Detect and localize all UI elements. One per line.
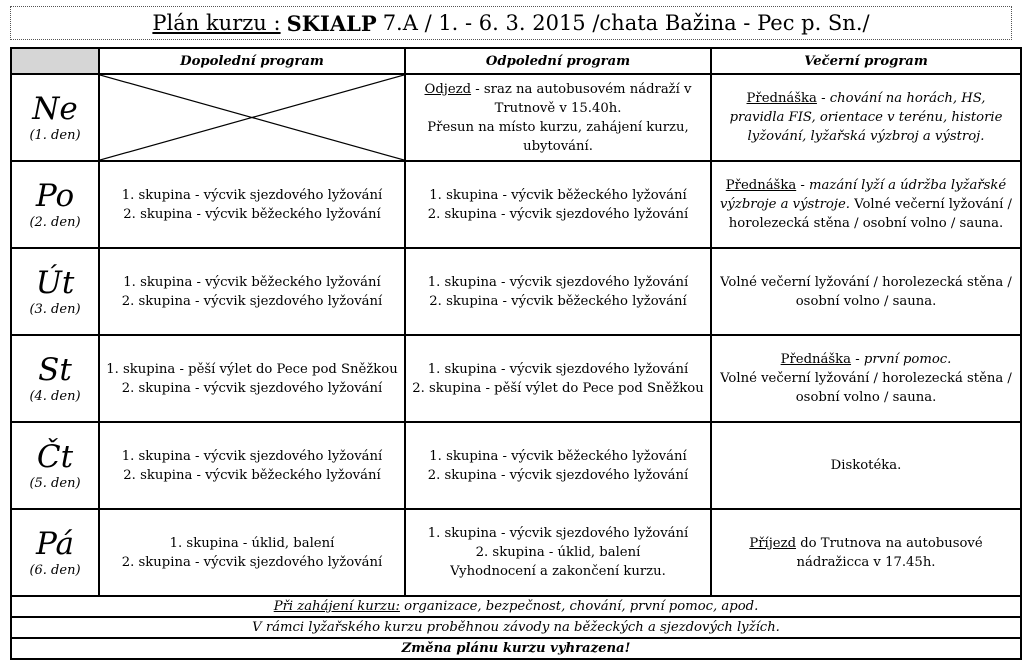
schedule-table xyxy=(10,47,1022,660)
afternoon-cell xyxy=(405,161,711,248)
group-2-text: 2. skupina - úklid, balení xyxy=(475,545,641,560)
lecture-text: - první pomoc. xyxy=(851,352,952,367)
evening-activities: Volné večerní lyžování / horolezecká stěna / osobní volno / sauna. xyxy=(728,197,1012,231)
evening-activities: Volné večerní lyžování / horolezecká stěna / osobní volno / sauna. xyxy=(720,371,1012,405)
day-row-pa xyxy=(11,509,1021,596)
group-2-text: 2. skupina - výcvik sjezdového lyžování xyxy=(121,554,383,570)
plan-title xyxy=(10,6,1012,40)
day-row-po xyxy=(11,161,1021,248)
day-name: Pá xyxy=(36,525,74,562)
morning-cell xyxy=(99,422,405,509)
day-number: (5. den) xyxy=(29,475,81,491)
footer-note-1-text: organizace, bezpečnost, chování, první pomoc, apod. xyxy=(399,599,759,614)
morning-cell xyxy=(99,248,405,335)
evening-activities: Volné večerní lyžování / horolezecká stěna / osobní volno / sauna. xyxy=(720,274,1012,309)
group-1-text: 1. skupina - výcvik sjezdového lyžování xyxy=(121,448,383,464)
day-label xyxy=(11,509,99,596)
header-afternoon: Odpolední program xyxy=(405,48,711,74)
arrival-text: do Trutnova na autobusové nádražicca v 17.45h. xyxy=(796,535,983,570)
header-corner xyxy=(11,48,99,74)
afternoon-cell xyxy=(405,248,711,335)
group-1-text: 1. skupina - výcvik sjezdového lyžování xyxy=(121,187,383,203)
day-name: St xyxy=(38,351,72,388)
morning-cell xyxy=(99,335,405,422)
day-name: Út xyxy=(35,264,75,301)
day-number: (3. den) xyxy=(29,301,81,317)
title-prefix: Plán kurzu : xyxy=(152,11,281,35)
footer-note-1 xyxy=(11,596,1021,617)
footer-row-2 xyxy=(11,617,1021,638)
evening-cell xyxy=(711,509,1021,596)
day-label xyxy=(11,74,99,161)
group-1-text: 1. skupina - úklid, balení xyxy=(169,535,335,551)
day-number: (4. den) xyxy=(29,388,81,404)
footer-row-1 xyxy=(11,596,1021,617)
group-1-text: 1. skupina - výcvik běžeckého lyžování xyxy=(123,274,381,290)
day-number: (6. den) xyxy=(29,562,81,578)
group-1-text: 1. skupina - výcvik sjezdového lyžování xyxy=(427,526,689,541)
evening-cell xyxy=(711,248,1021,335)
group-1-text: 1. skupina - pěší výlet do Pece pod Sněžkou xyxy=(106,361,398,377)
group-2-text: 2. skupina - výcvik sjezdového lyžování xyxy=(427,467,689,483)
footer-row-3 xyxy=(11,638,1021,659)
footer-note-1-label: Při zahájení kurzu: xyxy=(273,599,400,614)
day-name: Čt xyxy=(36,438,74,475)
crossed-cell xyxy=(99,74,405,161)
footer-note-2: V rámci lyžařského kurzu proběhnou závody na běžeckých a sjezdových lyžích. xyxy=(11,617,1021,638)
footer-note-3: Změna plánu kurzu vyhrazena! xyxy=(11,638,1021,659)
day-name: Po xyxy=(35,177,75,214)
day-label xyxy=(11,161,99,248)
evening-cell xyxy=(711,422,1021,509)
day-name: Ne xyxy=(32,90,78,127)
afternoon-cell xyxy=(405,509,711,596)
day-label xyxy=(11,422,99,509)
morning-cell xyxy=(99,161,405,248)
group-2-text: 2. skupina - pěší výlet do Pece pod Sněžkou xyxy=(412,380,704,396)
group-1-text: 1. skupina - výcvik běžeckého lyžování xyxy=(429,187,687,203)
day-row-st xyxy=(11,335,1021,422)
lecture-label: Přednáška xyxy=(780,352,852,367)
day-row-ne xyxy=(11,74,1021,161)
arrival-label: Příjezd xyxy=(749,535,797,551)
evening-cell xyxy=(711,74,1021,161)
afternoon-cell xyxy=(405,422,711,509)
morning-cell xyxy=(99,509,405,596)
cross-mark-icon xyxy=(100,75,404,160)
afternoon-cell xyxy=(405,74,711,161)
title-course-name: SKIALP xyxy=(286,10,377,36)
closing-text: Vyhodnocení a zakončení kurzu. xyxy=(450,564,666,579)
transfer-text: Přesun na místo kurzu, zahájení kurzu, ubytování. xyxy=(427,119,689,154)
lecture-text: - chování na horách, HS, pravidla FIS, orientace v terénu, historie lyžování, lyžařská výzbroj a výstroj. xyxy=(729,91,1003,144)
evening-activities: Diskotéka. xyxy=(830,458,902,473)
header-row xyxy=(11,48,1021,74)
day-row-ct xyxy=(11,422,1021,509)
day-label xyxy=(11,248,99,335)
day-row-ut xyxy=(11,248,1021,335)
day-label xyxy=(11,335,99,422)
group-2-text: 2. skupina - výcvik běžeckého lyžování xyxy=(429,293,687,309)
departure-label: Odjezd xyxy=(424,81,472,97)
lecture-label: Přednáška xyxy=(746,91,817,106)
group-1-text: 1. skupina - výcvik běžeckého lyžování xyxy=(429,448,687,464)
group-2-text: 2. skupina - výcvik běžeckého lyžování xyxy=(123,206,381,222)
group-1-text: 1. skupina - výcvik sjezdového lyžování xyxy=(427,274,689,290)
header-evening: Večerní program xyxy=(711,48,1021,74)
header-morning: Dopolední program xyxy=(99,48,405,74)
afternoon-cell xyxy=(405,335,711,422)
day-number: (2. den) xyxy=(29,214,81,230)
group-2-text: 2. skupina - výcvik běžeckého lyžování xyxy=(123,467,381,483)
evening-cell xyxy=(711,335,1021,422)
lecture-label: Přednáška xyxy=(725,178,797,193)
group-2-text: 2. skupina - výcvik sjezdového lyžování xyxy=(121,380,383,396)
lecture-text: - mazání lyží a údržba lyžařské výzbroje a výstroje. xyxy=(719,178,1007,212)
title-details: 7.A / 1. - 6. 3. 2015 /chata Bažina - Pec p. Sn./ xyxy=(382,11,870,35)
departure-text: - sraz na autobusovém nádraží v Trutnově v 15.40h. xyxy=(471,81,692,116)
group-2-text: 2. skupina - výcvik sjezdového lyžování xyxy=(121,293,383,309)
day-number: (1. den) xyxy=(29,127,81,143)
group-2-text: 2. skupina - výcvik sjezdového lyžování xyxy=(427,206,689,222)
evening-cell xyxy=(711,161,1021,248)
group-1-text: 1. skupina - výcvik sjezdového lyžování xyxy=(427,361,689,377)
